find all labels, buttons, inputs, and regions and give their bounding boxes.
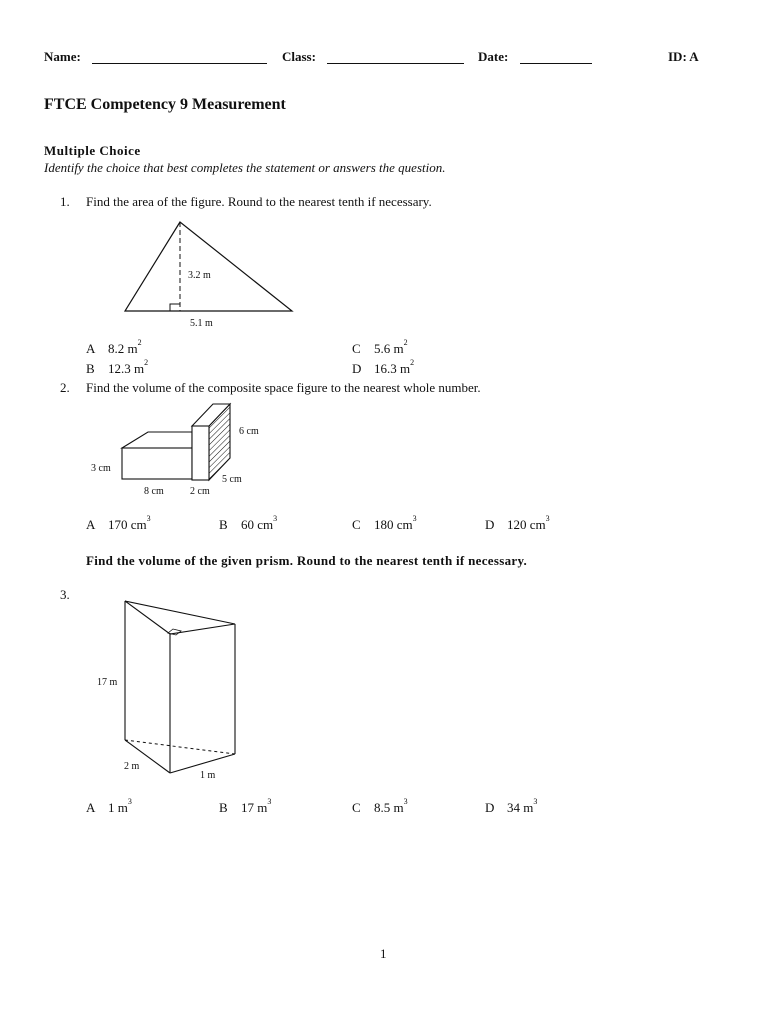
- triangle-shape: [125, 222, 292, 311]
- q2-label-height-short: 3 cm: [91, 463, 111, 474]
- option-value: 5.6 m: [374, 341, 404, 356]
- q2-label-depth: 5 cm: [222, 474, 242, 485]
- q3-option-a[interactable]: [86, 797, 132, 816]
- q1-number: 1.: [60, 194, 70, 209]
- q3-number: 3.: [60, 587, 70, 602]
- q2-number: 2.: [60, 380, 70, 395]
- option-exponent: 2: [144, 358, 149, 367]
- q2-composite-figure: [88, 396, 278, 504]
- option-exponent: 2: [403, 338, 408, 347]
- section-instructions: Identify the choice that best completes the statement or answers the question.: [44, 160, 446, 175]
- right-angle-mark: [170, 304, 180, 311]
- option-value: 16.3 m: [374, 361, 411, 376]
- option-letter: D: [352, 361, 362, 376]
- option-exponent: 3: [412, 514, 417, 523]
- option-value: 17 m: [241, 800, 268, 815]
- q1-triangle-figure: [120, 218, 300, 333]
- tall-box-front: [192, 426, 209, 480]
- prism-instruction: Find the volume of the given prism. Round to the nearest tenth if necessary.: [86, 553, 528, 568]
- option-exponent: 3: [146, 514, 151, 523]
- option-exponent: 2: [410, 358, 415, 367]
- prism-top-face: [125, 601, 235, 634]
- q2-label-length-long: 8 cm: [144, 486, 164, 497]
- option-letter: C: [352, 800, 361, 815]
- option-value: 1 m: [108, 800, 128, 815]
- q1-height-label: 3.2 m: [188, 270, 211, 281]
- option-letter: C: [352, 341, 361, 356]
- option-value: 8.2 m: [108, 341, 138, 356]
- low-box-front: [122, 448, 192, 479]
- option-value: 34 m: [507, 800, 534, 815]
- page-number: 1: [380, 946, 387, 961]
- date-label: Date:: [478, 49, 509, 64]
- q1-option-c[interactable]: [352, 338, 408, 357]
- option-exponent: 3: [273, 514, 278, 523]
- option-letter: B: [219, 800, 228, 815]
- option-letter: B: [86, 361, 95, 376]
- option-letter: C: [352, 517, 361, 532]
- q1-base-label: 5.1 m: [190, 318, 213, 329]
- class-field[interactable]: [327, 49, 464, 64]
- q3-option-d[interactable]: [485, 797, 538, 816]
- q2-text: Find the volume of the composite space figure to the nearest whole number.: [86, 380, 481, 395]
- q3-label-leg-b: 1 m: [200, 770, 216, 781]
- option-value: 180 cm: [374, 517, 413, 532]
- option-value: 8.5 m: [374, 800, 404, 815]
- option-letter: A: [86, 341, 96, 356]
- q2-option-d[interactable]: [485, 514, 550, 533]
- option-exponent: 3: [267, 797, 272, 806]
- option-letter: B: [219, 517, 228, 532]
- option-exponent: 3: [403, 797, 408, 806]
- date-field[interactable]: [520, 49, 592, 64]
- name-label: Name:: [44, 49, 81, 64]
- page-title: FTCE Competency 9 Measurement: [44, 96, 286, 113]
- option-letter: A: [86, 800, 96, 815]
- option-exponent: 3: [545, 514, 550, 523]
- low-box-top: [122, 432, 192, 448]
- q1-text: Find the area of the figure. Round to the nearest tenth if necessary.: [86, 194, 432, 209]
- name-field[interactable]: [92, 49, 267, 64]
- q3-label-height: 17 m: [97, 677, 118, 688]
- option-letter: A: [86, 517, 96, 532]
- q2-label-height-tall: 6 cm: [239, 426, 259, 437]
- option-exponent: 3: [127, 797, 132, 806]
- q3-option-c[interactable]: [352, 797, 408, 816]
- option-exponent: 3: [533, 797, 538, 806]
- class-label: Class:: [282, 49, 316, 64]
- option-value: 12.3 m: [108, 361, 145, 376]
- q2-option-a[interactable]: [86, 514, 151, 533]
- q3-prism-figure: [90, 596, 250, 786]
- q2-option-c[interactable]: [352, 514, 417, 533]
- q3-option-b[interactable]: [219, 797, 272, 816]
- option-value: 170 cm: [108, 517, 147, 532]
- q2-option-b[interactable]: [219, 514, 278, 533]
- q1-option-a[interactable]: [86, 338, 142, 357]
- section-heading: Multiple Choice: [44, 143, 141, 158]
- id-label: ID: A: [668, 49, 699, 64]
- option-letter: D: [485, 517, 495, 532]
- option-letter: D: [485, 800, 495, 815]
- q2-label-length-short: 2 cm: [190, 486, 210, 497]
- q1-option-b[interactable]: [86, 358, 149, 377]
- option-value: 60 cm: [241, 517, 274, 532]
- q1-option-d[interactable]: [352, 358, 415, 377]
- option-value: 120 cm: [507, 517, 546, 532]
- option-exponent: 2: [137, 338, 142, 347]
- q3-label-leg-a: 2 m: [124, 761, 140, 772]
